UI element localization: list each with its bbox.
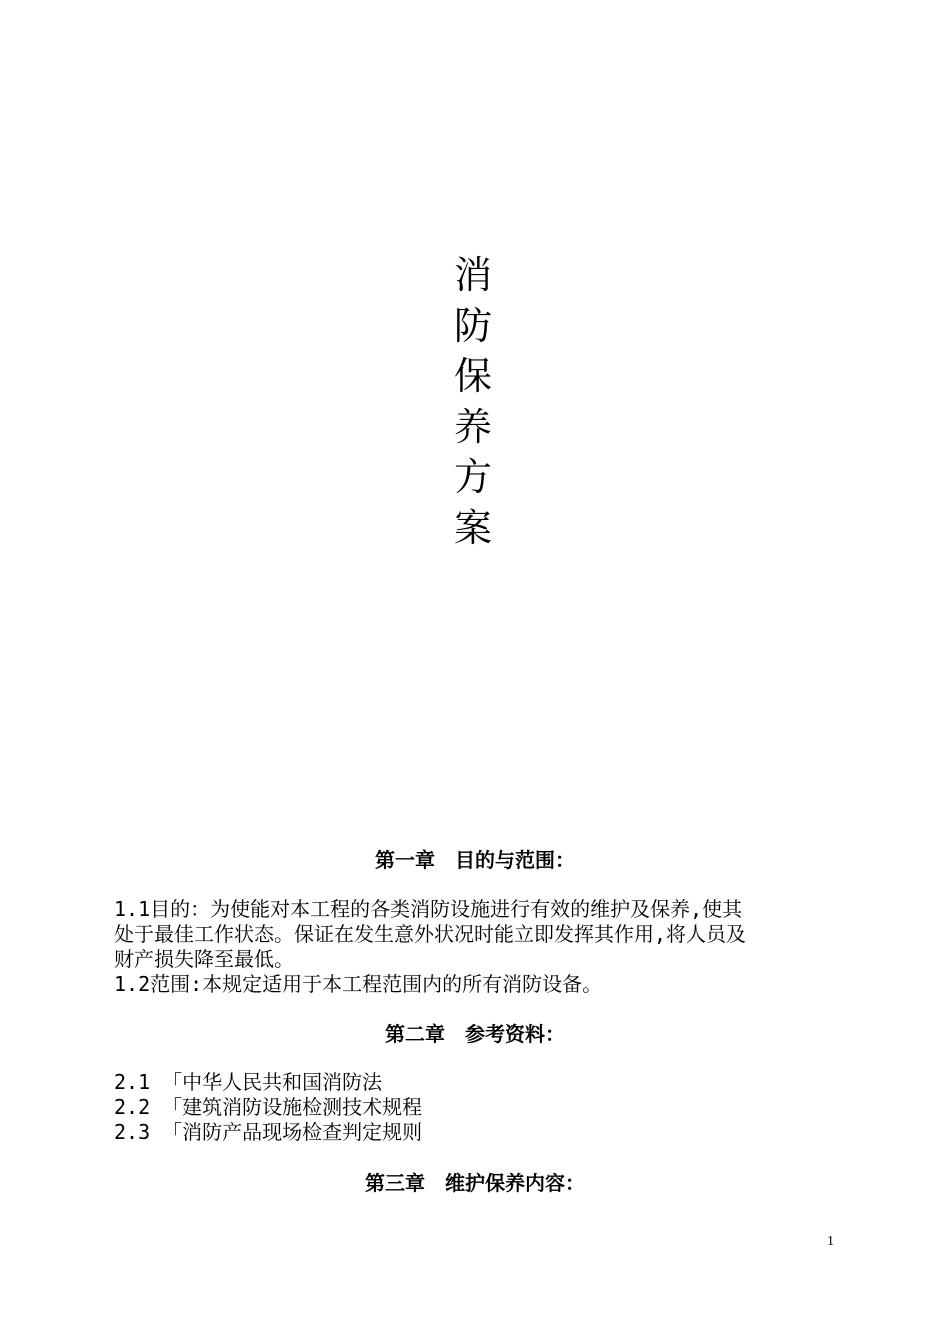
chapter1-line: 处于最佳工作状态。保证在发生意外状况时能立即发挥其作用,将人员及 (114, 922, 747, 946)
title-char: 消 (453, 253, 492, 297)
page-number: 1 (827, 1234, 834, 1249)
reference-item: 2.3 「消防产品现场检查判定规则 (114, 1120, 423, 1144)
chapter2-heading: 第二章 参考资料： (385, 1022, 565, 1046)
chapter3-heading: 第三章 维护保养内容： (365, 1171, 585, 1195)
title-char: 方 (453, 455, 492, 499)
title-char: 防 (453, 303, 492, 348)
chapter1-heading: 第一章 目的与范围： (375, 848, 575, 872)
title-char: 养 (453, 404, 492, 449)
reference-item: 2.2 「建筑消防设施检测技术规程 (114, 1095, 423, 1119)
title-char: 保 (453, 354, 492, 398)
title-char: 案 (453, 505, 492, 550)
document-title (447, 250, 499, 553)
chapter2-body (114, 1070, 834, 1145)
chapter1-body (114, 897, 834, 997)
chapter1-line: 1.1目的：为使能对本工程的各类消防设施进行有效的维护及保养,使其 (114, 897, 743, 921)
reference-item: 2.1 「中华人民共和国消防法 (114, 1070, 383, 1094)
chapter1-line: 1.2范围:本规定适用于本工程范围内的所有消防设备。 (114, 972, 603, 996)
chapter1-line: 财产损失降至最低。 (114, 947, 294, 971)
